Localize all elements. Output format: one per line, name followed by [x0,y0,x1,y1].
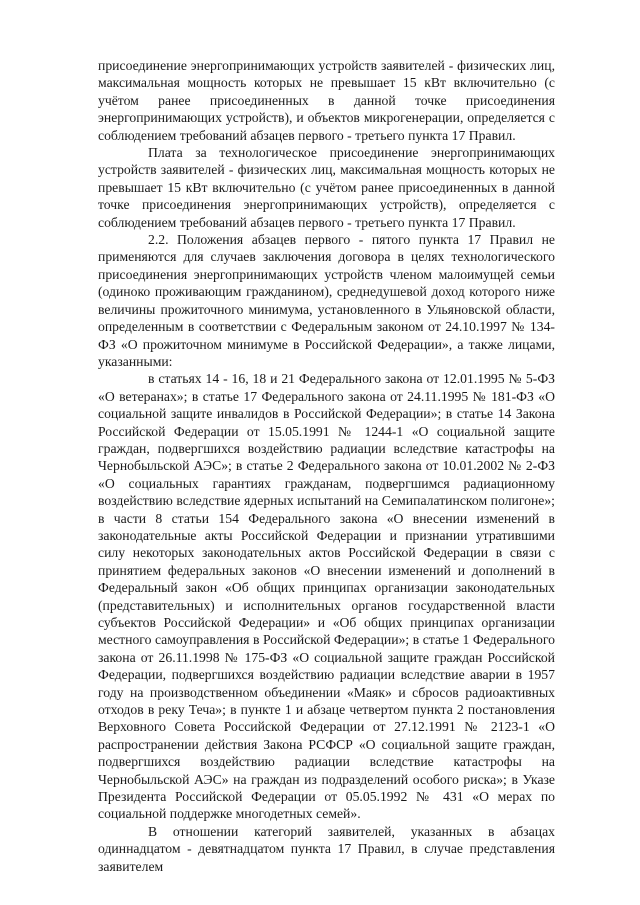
document-page [98,57,555,875]
paragraph-federal-laws-list: в статьях 14 - 16, 18 и 21 Федерального закона от 12.01.1995 № 5-ФЗ «О ветеранах»; в статье 17 Федерального закона от 24.11.1995 № 181-ФЗ «О социальной защите инвалидов в Российской Федерации»; в статье 14 Закона Российской Федерации от 15.05.1991 № 1244-1 «О социальной защите граждан, подвергшихся воздействию радиации вследствие катастрофы на Чернобыльской АЭС»; в статье 2 Федерального закона от 10.01.2002 № 2-ФЗ «О социальных гарантиях гражданам, подвергшимся радиационному воздействию вследствие ядерных испытаний на Семипалатинском полигоне»; в части 8 статьи 154 Федерального закона «О внесении изменений в законодательные акты Российской Федерации и признании утратившими силу некоторых законодательных актов Российской Федерации в связи с принятием федеральных законов «О внесении изменений и дополнений в Федеральный закон «Об общих принципах организации законодательных (представительных) и исполнительных органов государственной власти субъектов Российской Федерации» и «Об общих принципах организации местного самоуправления в Российской Федерации»; в статье 1 Федерального закона от 26.11.1998 № 175-ФЗ «О социальной защите граждан Российской Федерации, подвергшихся воздействию радиации вследствие аварии в 1957 году на производственном объединении «Маяк» и сбросов радиоактивных отходов в реку Теча»; в пункте 1 и абзаце четвертом пункта 2 постановления Верховного Совета Российской Федерации от 27.12.1991 № 2123-1 «О распространении действия Закона РСФСР «О социальной защите граждан, подвергшихся воздействию радиации вследствие катастрофы на Чернобыльской АЭС» на граждан из подразделений особого риска»; в Указе Президента Российской Федерации от 05.05.1992 № 431 «О мерах по социальной поддержке многодетных семей». [98,371,555,822]
paragraph-section-2-2: 2.2. Положения абзацев первого - пятого пункта 17 Правил не применяются для случаев заключения договора в целях технологического присоединения энергопринимающих устройств членом малоимущей семьи (одиноко проживающим гражданином), среднедушевой доход которого ниже величины прожиточного минимума, установленного в Ульяновской области, определенным в соответствии с Федеральным законом от 24.10.1997 № 134-ФЗ «О прожиточном минимуме в Российской Федерации», а также лицами, указанными: [98,232,555,369]
paragraph-connection-fee: Плата за технологическое присоединение энергопринимающих устройств заявителей - физических лиц, максимальная мощность которых не превышает 15 кВт включительно (с учётом ранее присоединенных в данной точке присоединения энергопринимающих устройств), определяется с соблюдением требований абзацев первого - третьего пункта 17 Правил. [98,145,555,230]
paragraph-applicant-categories: В отношении категорий заявителей, указанных в абзацах одиннадцатом - девятнадцатом пункта 17 Правил, в случае представления заявителем [98,823,555,874]
paragraph-connection-conditions: присоединение энергопринимающих устройств заявителей - физических лиц, максимальная мощность которых не превышает 15 кВт включительно (с учётом ранее присоединенных в данной точке присоединения энергопринимающих устройств), и объектов микрогенерации, определяется с соблюдением требований абзацев первого - третьего пункта 17 Правил. [98,58,555,143]
